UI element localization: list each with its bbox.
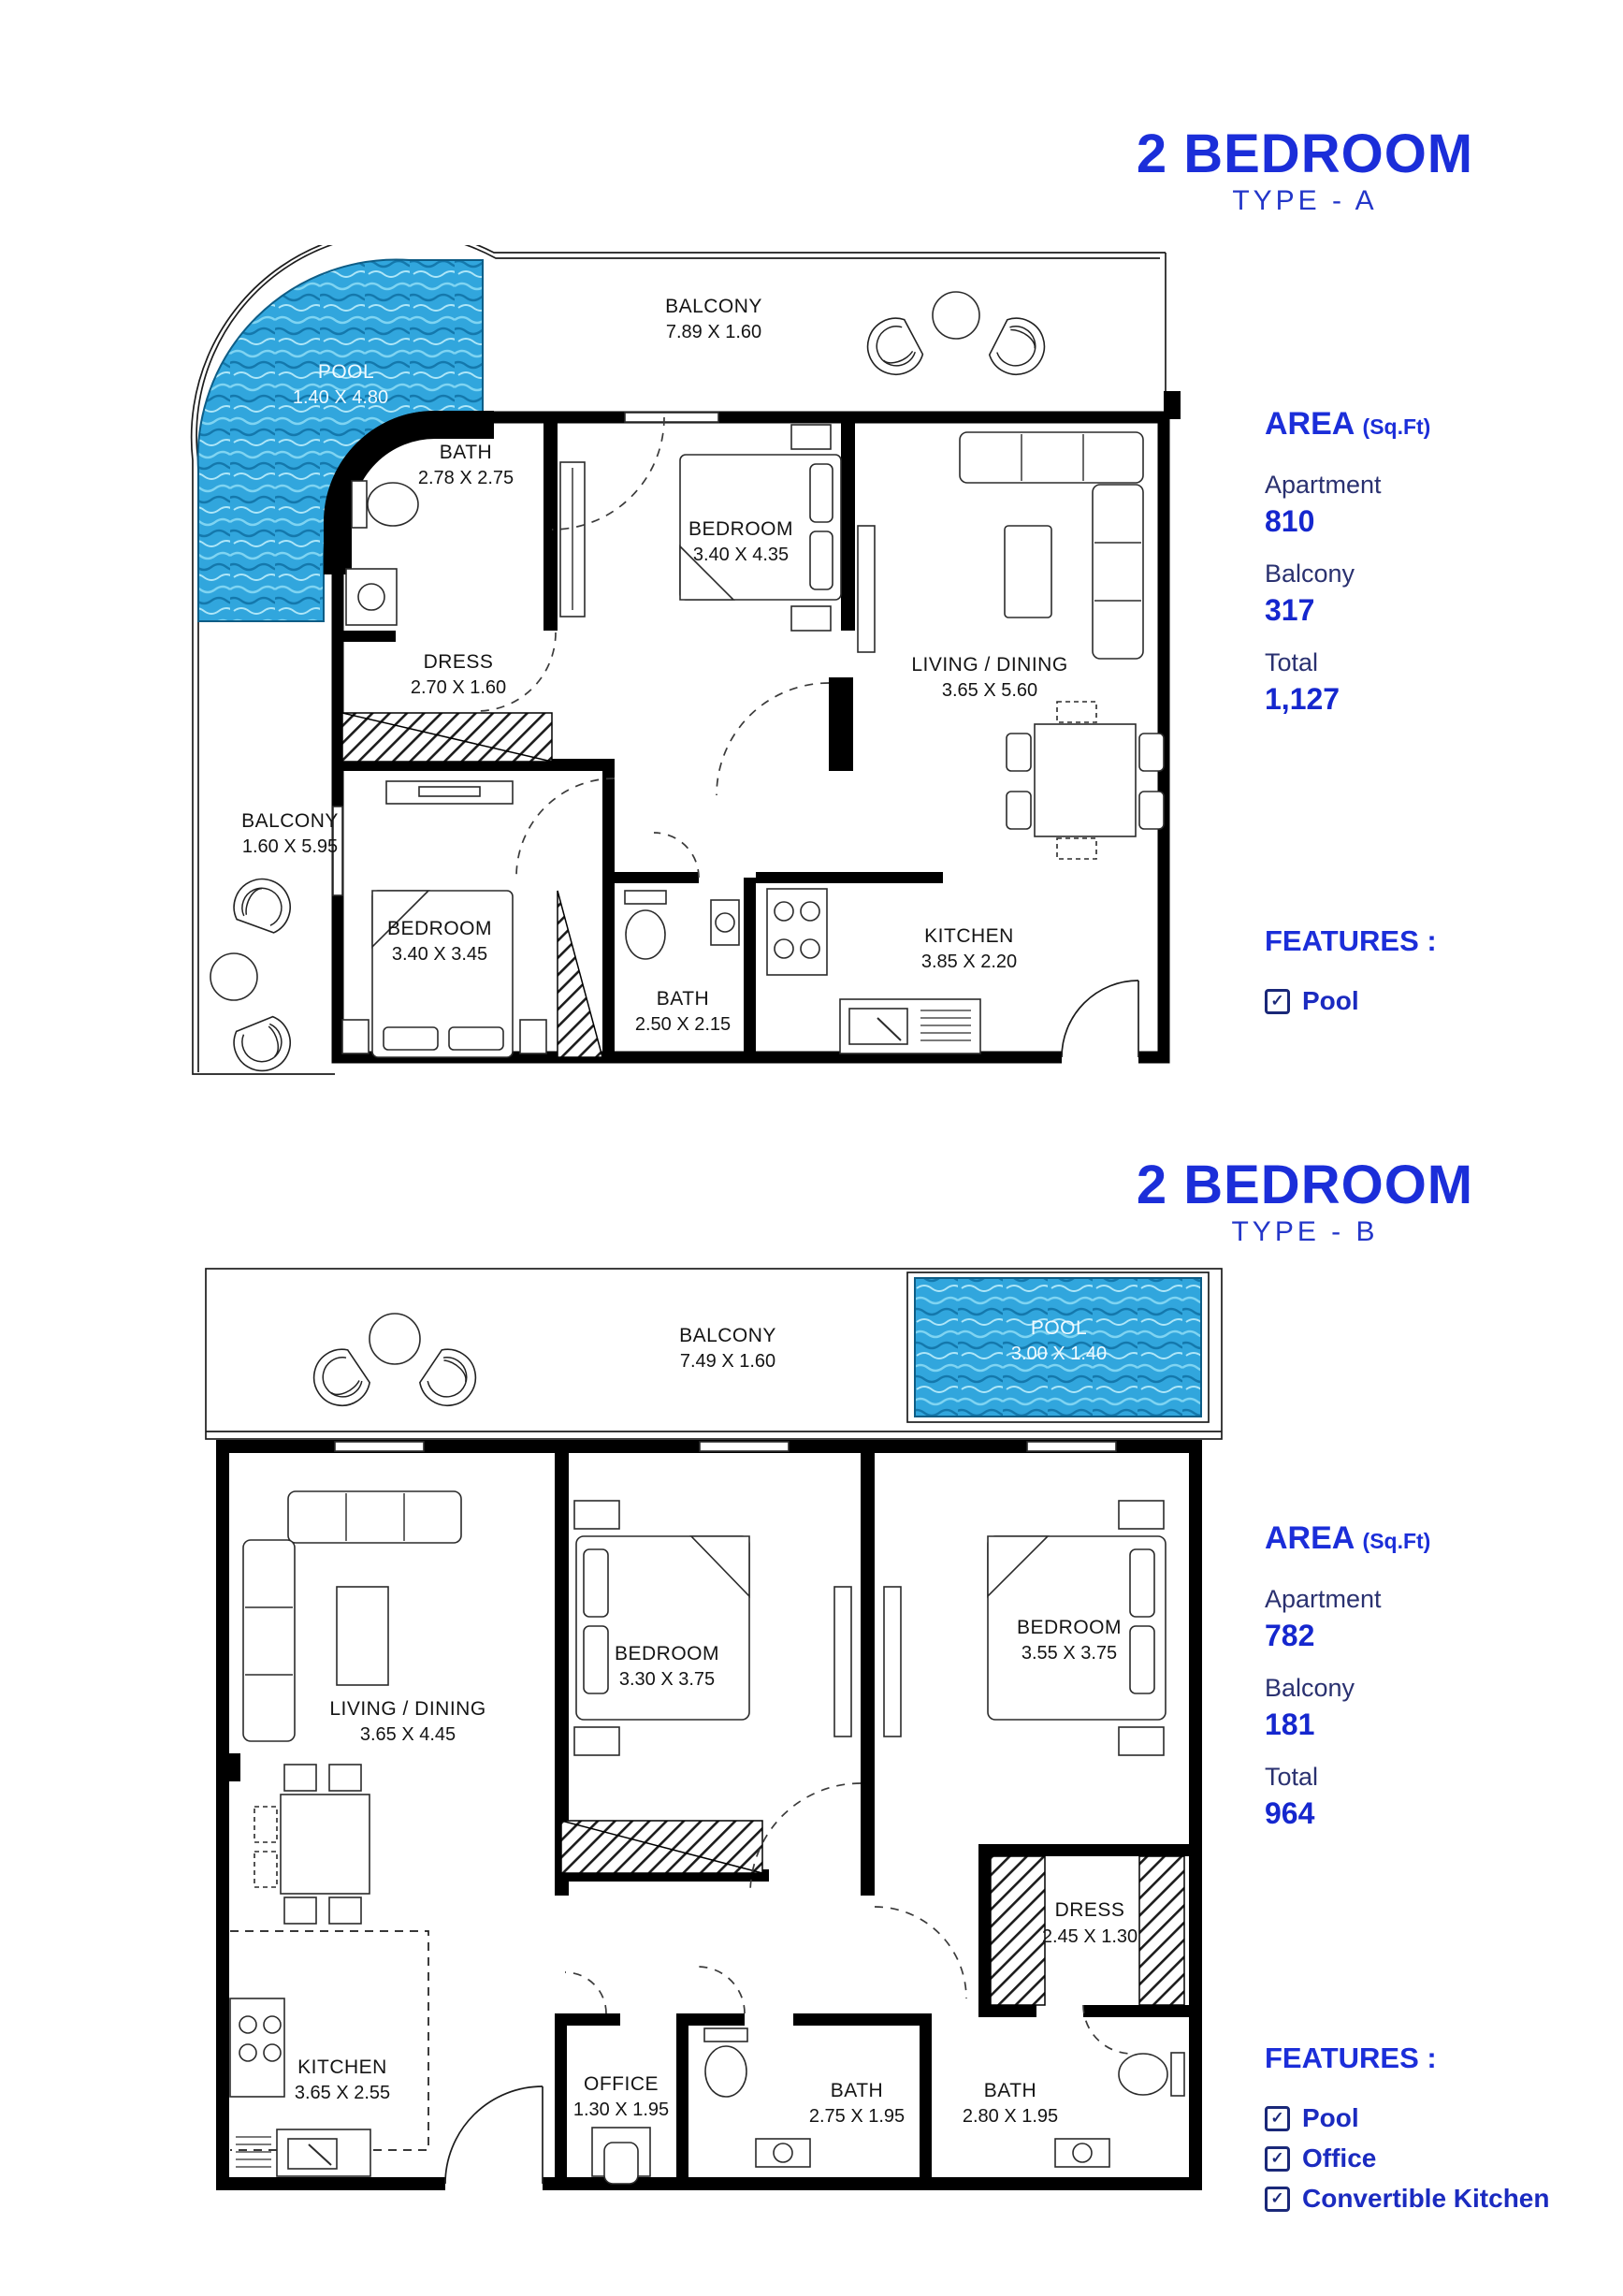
room-dims: 3.40 X 3.45 [391,944,488,965]
tv-panel-icon [858,526,875,652]
room-label: KITCHEN [924,925,1014,947]
room-label: BEDROOM [386,918,493,939]
side-table-icon [574,1727,619,1755]
room-label: BATH [983,2080,1037,2101]
sliding-door-icon [625,413,718,422]
sofa-icon [243,1540,295,1741]
area-row-value: 317 [1265,593,1315,627]
chair-icon [604,2143,638,2184]
burner-icon [239,2016,256,2033]
wall-office-top [555,2013,620,2026]
room-dims: 2.50 X 2.15 [634,1014,732,1035]
room-dims: 2.70 X 1.60 [410,677,507,698]
room-dims: 3.40 X 4.35 [692,545,790,565]
wall-bath1-right [920,2013,932,2184]
floor-plan-type-a [185,245,1205,1083]
burner-icon [801,939,819,958]
chair-icon [1139,734,1164,771]
chair-icon [858,312,927,385]
door-swing [516,778,615,877]
feature-item [1265,2184,1601,2214]
chair-icon [1007,734,1031,771]
door-swing [717,683,829,795]
hatched-closet [991,1856,1045,2005]
room-dims: 7.49 X 1.60 [679,1351,776,1372]
room-label: OFFICE [584,2073,659,2095]
room-label: BEDROOM [688,518,794,540]
area-row-value: 1,127 [1265,682,1340,716]
side-table-icon [1119,1501,1164,1529]
burner-icon [264,2016,281,2033]
balcony-table-icon [370,1314,420,1364]
checkbox-icon: ✓ [1265,989,1290,1014]
room-label: BEDROOM [614,1643,720,1664]
stove-icon [767,889,827,975]
chair-icon [284,1765,316,1791]
plan-b-area-panel [1265,1520,1573,1831]
room-dims: 3.30 X 3.75 [618,1669,716,1690]
chair-icon [1007,792,1031,829]
coffee-table-icon [1005,526,1051,618]
chair-icon [254,1852,277,1887]
sink-basin-icon [1073,2143,1092,2162]
entry-door-arc [1062,981,1138,1057]
entry-gap [445,2174,543,2193]
room-dims: 3.85 X 2.20 [920,952,1018,972]
toilet-tank-icon [352,481,367,528]
wall-dress-top [978,1844,1196,1856]
room-dims: 2.80 X 1.95 [962,2106,1059,2127]
sliding-door-icon [700,1442,789,1451]
area-row [1265,1763,1573,1831]
area-row-value: 181 [1265,1707,1315,1741]
toilet-icon [626,910,665,959]
room-label: BALCONY [665,296,762,317]
wall-bath2-right [744,878,756,1057]
pillow-icon [1130,1549,1154,1617]
area-row-value: 964 [1265,1796,1315,1830]
room-label: BATH [656,988,710,1010]
sofa-icon [1093,485,1143,659]
hatched-closet [1139,1856,1184,2005]
room-label: DRESS [423,651,494,673]
room-label: BALCONY [679,1325,776,1346]
features-heading: FEATURES : [1265,924,1437,957]
area-heading-text: AREA [1265,406,1355,442]
side-table-icon [791,606,831,631]
room-dims: 3.65 X 4.45 [359,1724,456,1745]
area-row-label: Apartment [1265,471,1382,499]
area-row [1265,471,1573,539]
area-heading [1265,406,1573,443]
balcony-table-icon [933,292,979,339]
room-label: POOL [317,361,375,383]
wall-bath1-top [688,2013,745,2026]
wall-bath-bottom [338,631,396,642]
plan-b-features-panel [1265,2042,1601,2214]
wall-bedroom2-right [602,771,615,1057]
tv-icon [419,787,480,796]
door-swing [875,1907,966,1998]
room-dims: 2.75 X 1.95 [808,2106,906,2127]
area-row-value: 810 [1265,504,1315,538]
side-table-icon [574,1501,619,1529]
room-dims: 7.89 X 1.60 [665,322,762,342]
chair-icon [1057,702,1096,722]
room-dims: 3.00 X 1.40 [1010,1344,1108,1364]
area-row-label: Apartment [1265,1585,1382,1613]
chair-icon [303,1343,374,1416]
dining-table-icon [1035,724,1136,836]
sink-basin-icon [716,913,734,932]
wall-bedroom-living [841,417,855,631]
room-dims: 3.55 X 3.75 [1021,1643,1118,1664]
plan-b-subtitle: TYPE - B [1231,1216,1379,1247]
room-dims: 3.65 X 5.60 [941,680,1038,701]
pillow-icon [810,531,833,589]
wall-dress-left [978,1844,991,2017]
wardrobe-icon [884,1587,901,1737]
toilet-icon [368,483,418,526]
checkbox-icon: ✓ [1265,2106,1290,2131]
chair-icon [986,312,1054,385]
toilet-tank-icon [1171,2053,1184,2096]
area-heading-text: AREA [1265,1520,1355,1556]
toilet-tank-icon [625,891,666,904]
plan-b-title: 2 BEDROOM [1136,1155,1474,1215]
burner-icon [775,939,793,958]
wall-bath-bedroom [543,417,558,631]
toilet-tank-icon [704,2028,747,2042]
wall-dress-bottom [978,2005,1036,2017]
feature-item [1265,2143,1601,2173]
feature-label: Pool [1302,2103,1359,2132]
sink-basin-icon [358,584,384,610]
room-label: POOL [1030,1317,1088,1339]
feature-item [1265,2103,1601,2133]
chair-icon [254,1807,277,1842]
area-unit-text: (Sq.Ft) [1362,414,1431,439]
area-heading [1265,1520,1573,1557]
area-row-label: Balcony [1265,559,1355,588]
room-dims: 2.78 X 2.75 [417,468,514,488]
entry-door-arc [445,2086,543,2184]
area-row-label: Balcony [1265,1674,1355,1702]
chair-icon [329,1897,361,1924]
room-dims: 1.30 X 1.95 [572,2100,670,2120]
chair-icon [329,1765,361,1791]
sliding-door-icon [1027,1442,1116,1451]
area-row [1265,559,1573,628]
door-swing [654,833,699,878]
room-dims: 1.60 X 5.95 [241,836,339,857]
feature-label: Pool [1302,986,1359,1015]
checkbox-icon: ✓ [1265,2146,1290,2172]
features-heading: FEATURES : [1265,2042,1437,2074]
plan-a-subtitle: TYPE - A [1232,185,1378,216]
door-swing [565,1972,606,2013]
chair-icon [229,871,298,936]
pillow-icon [584,1549,608,1617]
pillow-icon [1130,1626,1154,1693]
area-row-label: Total [1265,1763,1319,1791]
wardrobe-icon [834,1587,851,1737]
side-table-icon [520,1020,546,1054]
area-row-label: Total [1265,648,1319,676]
sliding-door-icon [335,1442,424,1451]
chair-icon [1139,792,1164,829]
drainboard-icon [236,2137,271,2167]
plan-a-area-panel [1265,406,1573,717]
toilet-icon [705,2046,746,2097]
plan-a-features-panel [1265,924,1601,1016]
wall-dress-bottom [1083,2005,1196,2017]
balcony-table-icon [210,953,257,1000]
feature-label: Convertible Kitchen [1302,2184,1550,2213]
chair-icon [415,1343,486,1416]
side-table-icon [1119,1727,1164,1755]
room-label: LIVING / DINING [911,654,1068,676]
wall-pillar [829,677,853,771]
floor-plan-type-b [195,1259,1233,2206]
area-row-value: 782 [1265,1619,1315,1652]
wall-stub [1164,391,1181,419]
area-row [1265,1585,1573,1653]
room-label: BEDROOM [1016,1617,1123,1638]
wall-office-right [676,2013,688,2184]
room-dims: 1.40 X 4.80 [292,387,389,408]
wall-stub [216,1753,240,1781]
pillow-icon [449,1027,503,1050]
pillow-icon [810,464,833,522]
wall-bath2-top [615,872,699,883]
room-label: BATH [439,442,493,463]
sofa-icon [288,1491,461,1543]
toilet-icon [1119,2054,1167,2095]
area-unit-text: (Sq.Ft) [1362,1529,1431,1553]
room-label: BALCONY [241,810,339,832]
area-row [1265,1674,1573,1742]
wall-kitchen-top [756,872,943,883]
sofa-icon [960,432,1143,483]
wall-bath1-top [793,2013,920,2026]
area-row [1265,648,1573,717]
wall-bedroom1-bedroom2 [861,1446,875,1896]
burner-icon [264,2044,281,2061]
room-dims: 3.65 X 2.55 [294,2083,391,2103]
wall-office-left [555,2013,567,2184]
burner-icon [239,2044,256,2061]
door-swing [698,1967,745,2013]
chair-icon [228,1013,298,1079]
plan-b-title-block [1076,1155,1534,1248]
room-dims: 2.45 X 1.30 [1041,1926,1138,1947]
side-table-icon [791,425,831,449]
feature-item [1265,986,1601,1016]
plan-a-title: 2 BEDROOM [1136,124,1474,184]
room-label: DRESS [1054,1899,1125,1921]
coffee-table-icon [337,1587,388,1685]
burner-icon [801,902,819,921]
feature-label: Office [1302,2143,1377,2172]
room-label: LIVING / DINING [329,1698,486,1720]
checkbox-icon: ✓ [1265,2187,1290,2212]
chair-icon [1057,838,1096,859]
sink-basin-icon [774,2143,792,2162]
burner-icon [775,902,793,921]
side-table-icon [342,1020,369,1054]
chair-icon [284,1897,316,1924]
room-label: KITCHEN [297,2056,387,2078]
hatched-wardrobe [558,891,602,1057]
pillow-icon [384,1027,438,1050]
room-label: BATH [830,2080,884,2101]
plan-a-title-block [1076,124,1534,217]
pillow-icon [584,1626,608,1693]
dining-table-icon [281,1795,370,1894]
